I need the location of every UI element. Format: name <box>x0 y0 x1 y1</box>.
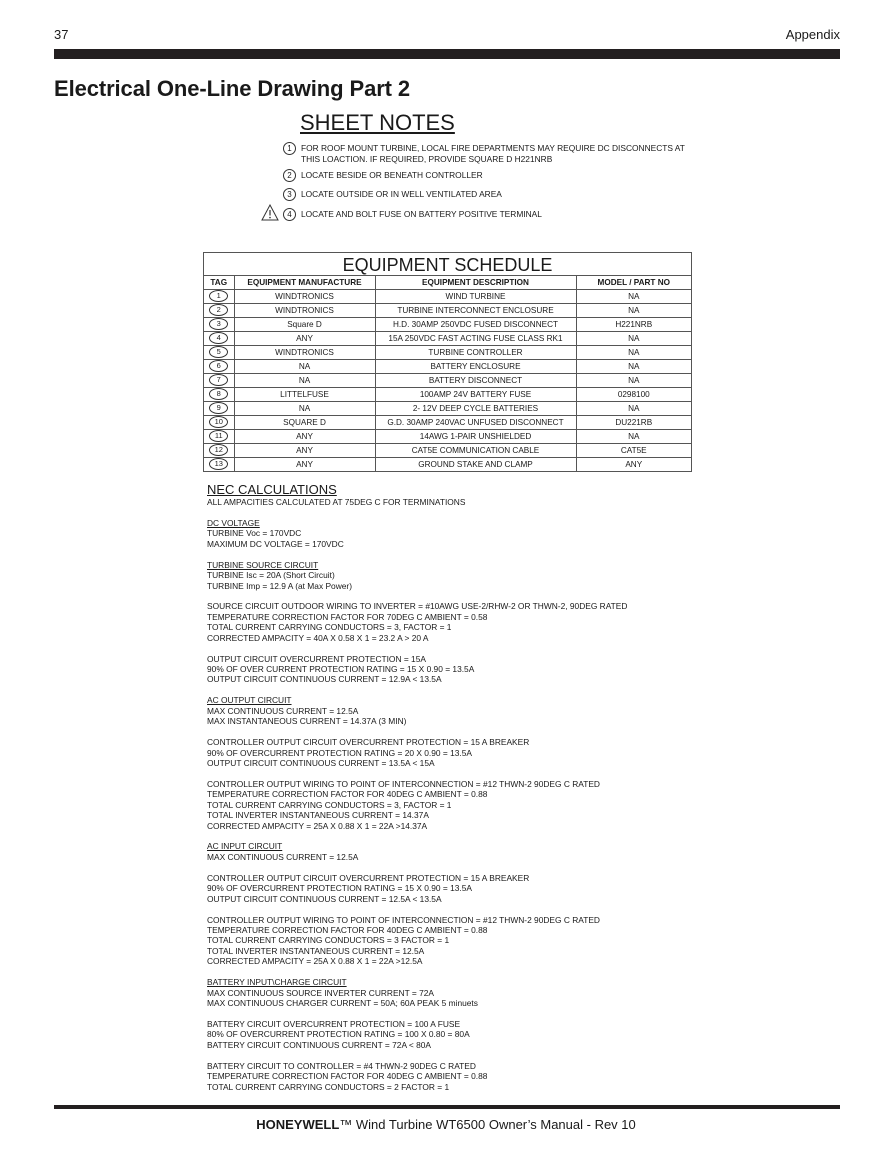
tag-number: 7 <box>209 374 228 386</box>
tag-cell <box>204 388 234 402</box>
nec-spacer <box>207 862 767 872</box>
note-number: 2 <box>283 169 296 182</box>
nec-line: CONTROLLER OUTPUT CIRCUIT OVERCURRENT PROTECTION = 15 A BREAKER <box>207 737 530 748</box>
nec-line: BATTERY CIRCUIT OVERCURRENT PROTECTION = 100 A FUSE <box>207 1018 461 1029</box>
table-row <box>204 332 691 346</box>
note-number: 3 <box>283 188 296 201</box>
tag-number: 8 <box>209 388 228 400</box>
table-row <box>204 360 691 374</box>
nec-line: CONTROLLER OUTPUT CIRCUIT OVERCURRENT PROTECTION = 15 A BREAKER <box>207 872 530 883</box>
table-cell: TURBINE INTERCONNECT ENCLOSURE <box>375 304 576 318</box>
table-cell: G.D. 30AMP 240VAC UNFUSED DISCONNECT <box>375 416 576 430</box>
footer-text: ™ Wind Turbine WT6500 Owner’s Manual - Rev 10 <box>339 1117 636 1132</box>
table-cell: NA <box>576 346 691 360</box>
nec-line: MAX CONTINUOUS CHARGER CURRENT = 50A; 60A PEAK 5 minuets <box>207 998 478 1008</box>
column-header: EQUIPMENT DESCRIPTION <box>375 276 576 290</box>
equipment-schedule-title: EQUIPMENT SCHEDULE <box>342 255 553 275</box>
tag-number: 10 <box>209 416 228 428</box>
note-text <box>301 209 721 220</box>
note-number: 4 <box>283 208 296 221</box>
nec-line: CORRECTED AMPACITY = 25A X 0.88 X 1 = 22A >14.37A <box>207 820 428 831</box>
tag-cell <box>204 346 234 360</box>
nec-line: 80% OF OVERCURRENT PROTECTION RATING = 100 X 0.80 = 80A <box>207 1029 470 1040</box>
table-row <box>204 290 691 304</box>
nec-line: TOTAL CURRENT CARRYING CONDUCTORS = 3 FACTOR = 1 <box>207 935 450 946</box>
nec-spacer <box>207 904 767 914</box>
tag-number: 4 <box>209 332 228 344</box>
table-cell: ANY <box>234 332 375 346</box>
table-cell: 2- 12V DEEP CYCLE BATTERIES <box>375 402 576 416</box>
table-row <box>204 458 691 472</box>
tag-number: 12 <box>209 444 228 456</box>
nec-spacer <box>207 768 767 778</box>
tag-number: 6 <box>209 360 228 372</box>
table-cell: NA <box>576 374 691 388</box>
table-cell: CAT5E COMMUNICATION CABLE <box>375 444 576 458</box>
table-row <box>204 388 691 402</box>
table-cell: 100AMP 24V BATTERY FUSE <box>375 388 576 402</box>
nec-section-heading: AC OUTPUT CIRCUIT <box>207 695 292 706</box>
table-cell: WIND TURBINE <box>375 290 576 304</box>
nec-line: TURBINE Voc = 170VDC <box>207 528 302 539</box>
nec-line: TOTAL CURRENT CARRYING CONDUCTORS = 3, FACTOR = 1 <box>207 622 452 633</box>
table-cell: CAT5E <box>576 444 691 458</box>
note-line: LOCATE BESIDE OR BENEATH CONTROLLER <box>301 170 483 180</box>
tag-cell <box>204 430 234 444</box>
nec-spacer <box>207 507 767 517</box>
nec-section-heading: AC INPUT CIRCUIT <box>207 841 283 852</box>
nec-line: MAX CONTINUOUS CURRENT = 12.5A <box>207 851 359 862</box>
table-cell: NA <box>234 402 375 416</box>
equipment-schedule <box>203 252 692 472</box>
note-text <box>301 170 721 181</box>
nec-spacer <box>207 685 767 695</box>
table-cell: H221NRB <box>576 318 691 332</box>
nec-spacer <box>207 549 767 559</box>
nec-section-heading: TURBINE SOURCE CIRCUIT <box>207 559 319 570</box>
nec-line: BATTERY CIRCUIT TO CONTROLLER = #4 THWN-2 90DEG C RATED <box>207 1060 476 1071</box>
nec-line: TURBINE Imp = 12.9 A (at Max Power) <box>207 580 352 591</box>
nec-line: TOTAL CURRENT CARRYING CONDUCTORS = 3, FACTOR = 1 <box>207 799 452 810</box>
table-cell: BATTERY ENCLOSURE <box>375 360 576 374</box>
footer-brand: HONEYWELL <box>256 1117 340 1132</box>
table-cell: NA <box>576 332 691 346</box>
table-cell: BATTERY DISCONNECT <box>375 374 576 388</box>
nec-line: MAX CONTINUOUS SOURCE INVERTER CURRENT = 72A <box>207 987 435 998</box>
nec-line: TEMPERATURE CORRECTION FACTOR FOR 40DEG C AMBIENT = 0.88 <box>207 924 488 935</box>
nec-line: CONTROLLER OUTPUT WIRING TO POINT OF INTERCONNECTION = #12 THWN-2 90DEG C RATED <box>207 778 600 789</box>
table-row <box>204 374 691 388</box>
nec-line: TOTAL CURRENT CARRYING CONDUCTORS = 2 FACTOR = 1 <box>207 1081 450 1092</box>
table-cell: 14AWG 1-PAIR UNSHIELDED <box>375 430 576 444</box>
table-cell: NA <box>576 304 691 318</box>
table-cell: WINDTRONICS <box>234 346 375 360</box>
page-number: 37 <box>54 27 69 42</box>
bottom-rule <box>54 1105 840 1109</box>
table-cell: NA <box>234 374 375 388</box>
table-cell: WINDTRONICS <box>234 290 375 304</box>
table-cell: 0298100 <box>576 388 691 402</box>
nec-line: CONTROLLER OUTPUT WIRING TO POINT OF INTERCONNECTION = #12 THWN-2 90DEG C RATED <box>207 914 600 925</box>
table-cell: NA <box>576 402 691 416</box>
table-row <box>204 444 691 458</box>
note-line: LOCATE OUTSIDE OR IN WELL VENTILATED AREA <box>301 189 502 199</box>
note-number: 1 <box>283 142 296 155</box>
table-cell: 15A 250VDC FAST ACTING FUSE CLASS RK1 <box>375 332 576 346</box>
note-text <box>301 189 721 200</box>
table-cell: Square D <box>234 318 375 332</box>
tag-number: 13 <box>209 458 228 470</box>
table-cell: GROUND STAKE AND CLAMP <box>375 458 576 472</box>
tag-cell <box>204 402 234 416</box>
tag-cell <box>204 360 234 374</box>
note-line: LOCATE AND BOLT FUSE ON BATTERY POSITIVE TERMINAL <box>301 209 542 219</box>
table-row <box>204 346 691 360</box>
tag-cell <box>204 416 234 430</box>
nec-section-heading: DC VOLTAGE <box>207 517 260 528</box>
table-cell: ANY <box>234 458 375 472</box>
top-rule <box>54 49 840 59</box>
table-cell: WINDTRONICS <box>234 304 375 318</box>
table-row <box>204 402 691 416</box>
table-cell: TURBINE CONTROLLER <box>375 346 576 360</box>
table-header-row <box>204 276 691 290</box>
page-title: Electrical One-Line Drawing Part 2 <box>54 76 411 101</box>
tag-number: 2 <box>209 304 228 316</box>
tag-cell <box>204 444 234 458</box>
footer <box>0 1117 892 1132</box>
table-cell: NA <box>576 430 691 444</box>
table-cell: NA <box>576 290 691 304</box>
nec-line: CORRECTED AMPACITY = 40A X 0.58 X 1 = 23.2 A > 20 A <box>207 632 429 643</box>
column-header: EQUIPMENT MANUFACTURE <box>234 276 375 290</box>
note-text <box>301 143 721 164</box>
column-header: MODEL / PART NO <box>576 276 691 290</box>
nec-line: MAXIMUM DC VOLTAGE = 170VDC <box>207 538 344 549</box>
tag-cell <box>204 332 234 346</box>
nec-section-heading: BATTERY INPUT\CHARGE CIRCUIT <box>207 977 347 988</box>
tag-number: 1 <box>209 290 228 302</box>
note-line: THIS LOACTION. IF REQUIRED, PROVIDE SQUARE D H221NRB <box>301 153 553 164</box>
warning-triangle-icon <box>261 204 279 222</box>
table-cell: ANY <box>234 430 375 444</box>
table-cell: NA <box>576 360 691 374</box>
tag-cell <box>204 458 234 472</box>
column-header: TAG <box>204 276 234 290</box>
nec-line: OUTPUT CIRCUIT CONTINUOUS CURRENT = 12.5A < 13.5A <box>207 893 442 904</box>
nec-body <box>207 497 767 1092</box>
nec-line: TOTAL INVERTER INSTANTANEOUS CURRENT = 14.37A <box>207 810 429 821</box>
table-cell: ANY <box>576 458 691 472</box>
nec-line: TURBINE Isc = 20A (Short Circuit) <box>207 570 335 581</box>
nec-spacer <box>207 643 767 653</box>
nec-line: TOTAL INVERTER INSTANTANEOUS CURRENT = 12.5A <box>207 945 425 956</box>
tag-cell <box>204 374 234 388</box>
nec-line: OUTPUT CIRCUIT OVERCURRENT PROTECTION = 15A <box>207 653 426 664</box>
nec-line: 90% OF OVER CURRENT PROTECTION RATING = 15 X 0.90 = 13.5A <box>207 664 475 674</box>
table-cell: H.D. 30AMP 250VDC FUSED DISCONNECT <box>375 318 576 332</box>
table-row <box>204 318 691 332</box>
nec-line: OUTPUT CIRCUIT CONTINUOUS CURRENT = 13.5A < 15A <box>207 757 435 768</box>
nec-spacer <box>207 591 767 601</box>
section-label: Appendix <box>785 27 840 42</box>
nec-line: OUTPUT CIRCUIT CONTINUOUS CURRENT = 12.9A < 13.5A <box>207 674 442 685</box>
nec-spacer <box>207 1050 767 1060</box>
tag-number: 11 <box>209 430 228 442</box>
sheet-notes-title: SHEET NOTES <box>300 110 455 135</box>
nec-line: SOURCE CIRCUIT OUTDOOR WIRING TO INVERTER = #10AWG USE-2/RHW-2 OR THWN-2, 90DEG RATED <box>207 601 628 612</box>
nec-line: MAX INSTANTANEOUS CURRENT = 14.37A (3 MIN) <box>207 716 407 727</box>
table-cell: LITTELFUSE <box>234 388 375 402</box>
table-row <box>204 430 691 444</box>
nec-line: 90% OF OVERCURRENT PROTECTION RATING = 20 X 0.90 = 13.5A <box>207 747 472 758</box>
nec-spacer <box>207 1008 767 1018</box>
table-row <box>204 416 691 430</box>
nec-spacer <box>207 727 767 737</box>
nec-line: TEMPERATURE CORRECTION FACTOR FOR 70DEG C AMBIENT = 0.58 <box>207 611 488 622</box>
tag-number: 3 <box>209 318 228 330</box>
nec-line: TEMPERATURE CORRECTION FACTOR FOR 40DEG C AMBIENT = 0.88 <box>207 789 488 800</box>
nec-line: ALL AMPACITIES CALCULATED AT 75DEG C FOR TERMINATIONS <box>207 497 466 507</box>
nec-spacer <box>207 967 767 977</box>
nec-line: CORRECTED AMPACITY = 25A X 0.88 X 1 = 22A >12.5A <box>207 956 423 967</box>
table-cell: NA <box>234 360 375 374</box>
tag-cell <box>204 318 234 332</box>
nec-title: NEC CALCULATIONS <box>207 482 337 497</box>
nec-calculations <box>207 482 767 1092</box>
table-row <box>204 304 691 318</box>
equipment-schedule-table <box>204 275 691 471</box>
nec-line: MAX CONTINUOUS CURRENT = 12.5A <box>207 705 359 716</box>
note-line: FOR ROOF MOUNT TURBINE, LOCAL FIRE DEPARTMENTS MAY REQUIRE DC DISCONNECTS AT <box>301 143 685 153</box>
nec-line: 90% OF OVERCURRENT PROTECTION RATING = 15 X 0.90 = 13.5A <box>207 883 472 894</box>
tag-number: 9 <box>209 402 228 414</box>
table-cell: SQUARE D <box>234 416 375 430</box>
tag-cell <box>204 304 234 318</box>
tag-cell <box>204 290 234 304</box>
table-cell: ANY <box>234 444 375 458</box>
tag-number: 5 <box>209 346 228 358</box>
nec-spacer <box>207 831 767 841</box>
table-cell: DU221RB <box>576 416 691 430</box>
nec-line: TEMPERATURE CORRECTION FACTOR FOR 40DEG C AMBIENT = 0.88 <box>207 1071 488 1082</box>
nec-line: BATTERY CIRCUIT CONTINUOUS CURRENT = 72A < 80A <box>207 1039 432 1050</box>
